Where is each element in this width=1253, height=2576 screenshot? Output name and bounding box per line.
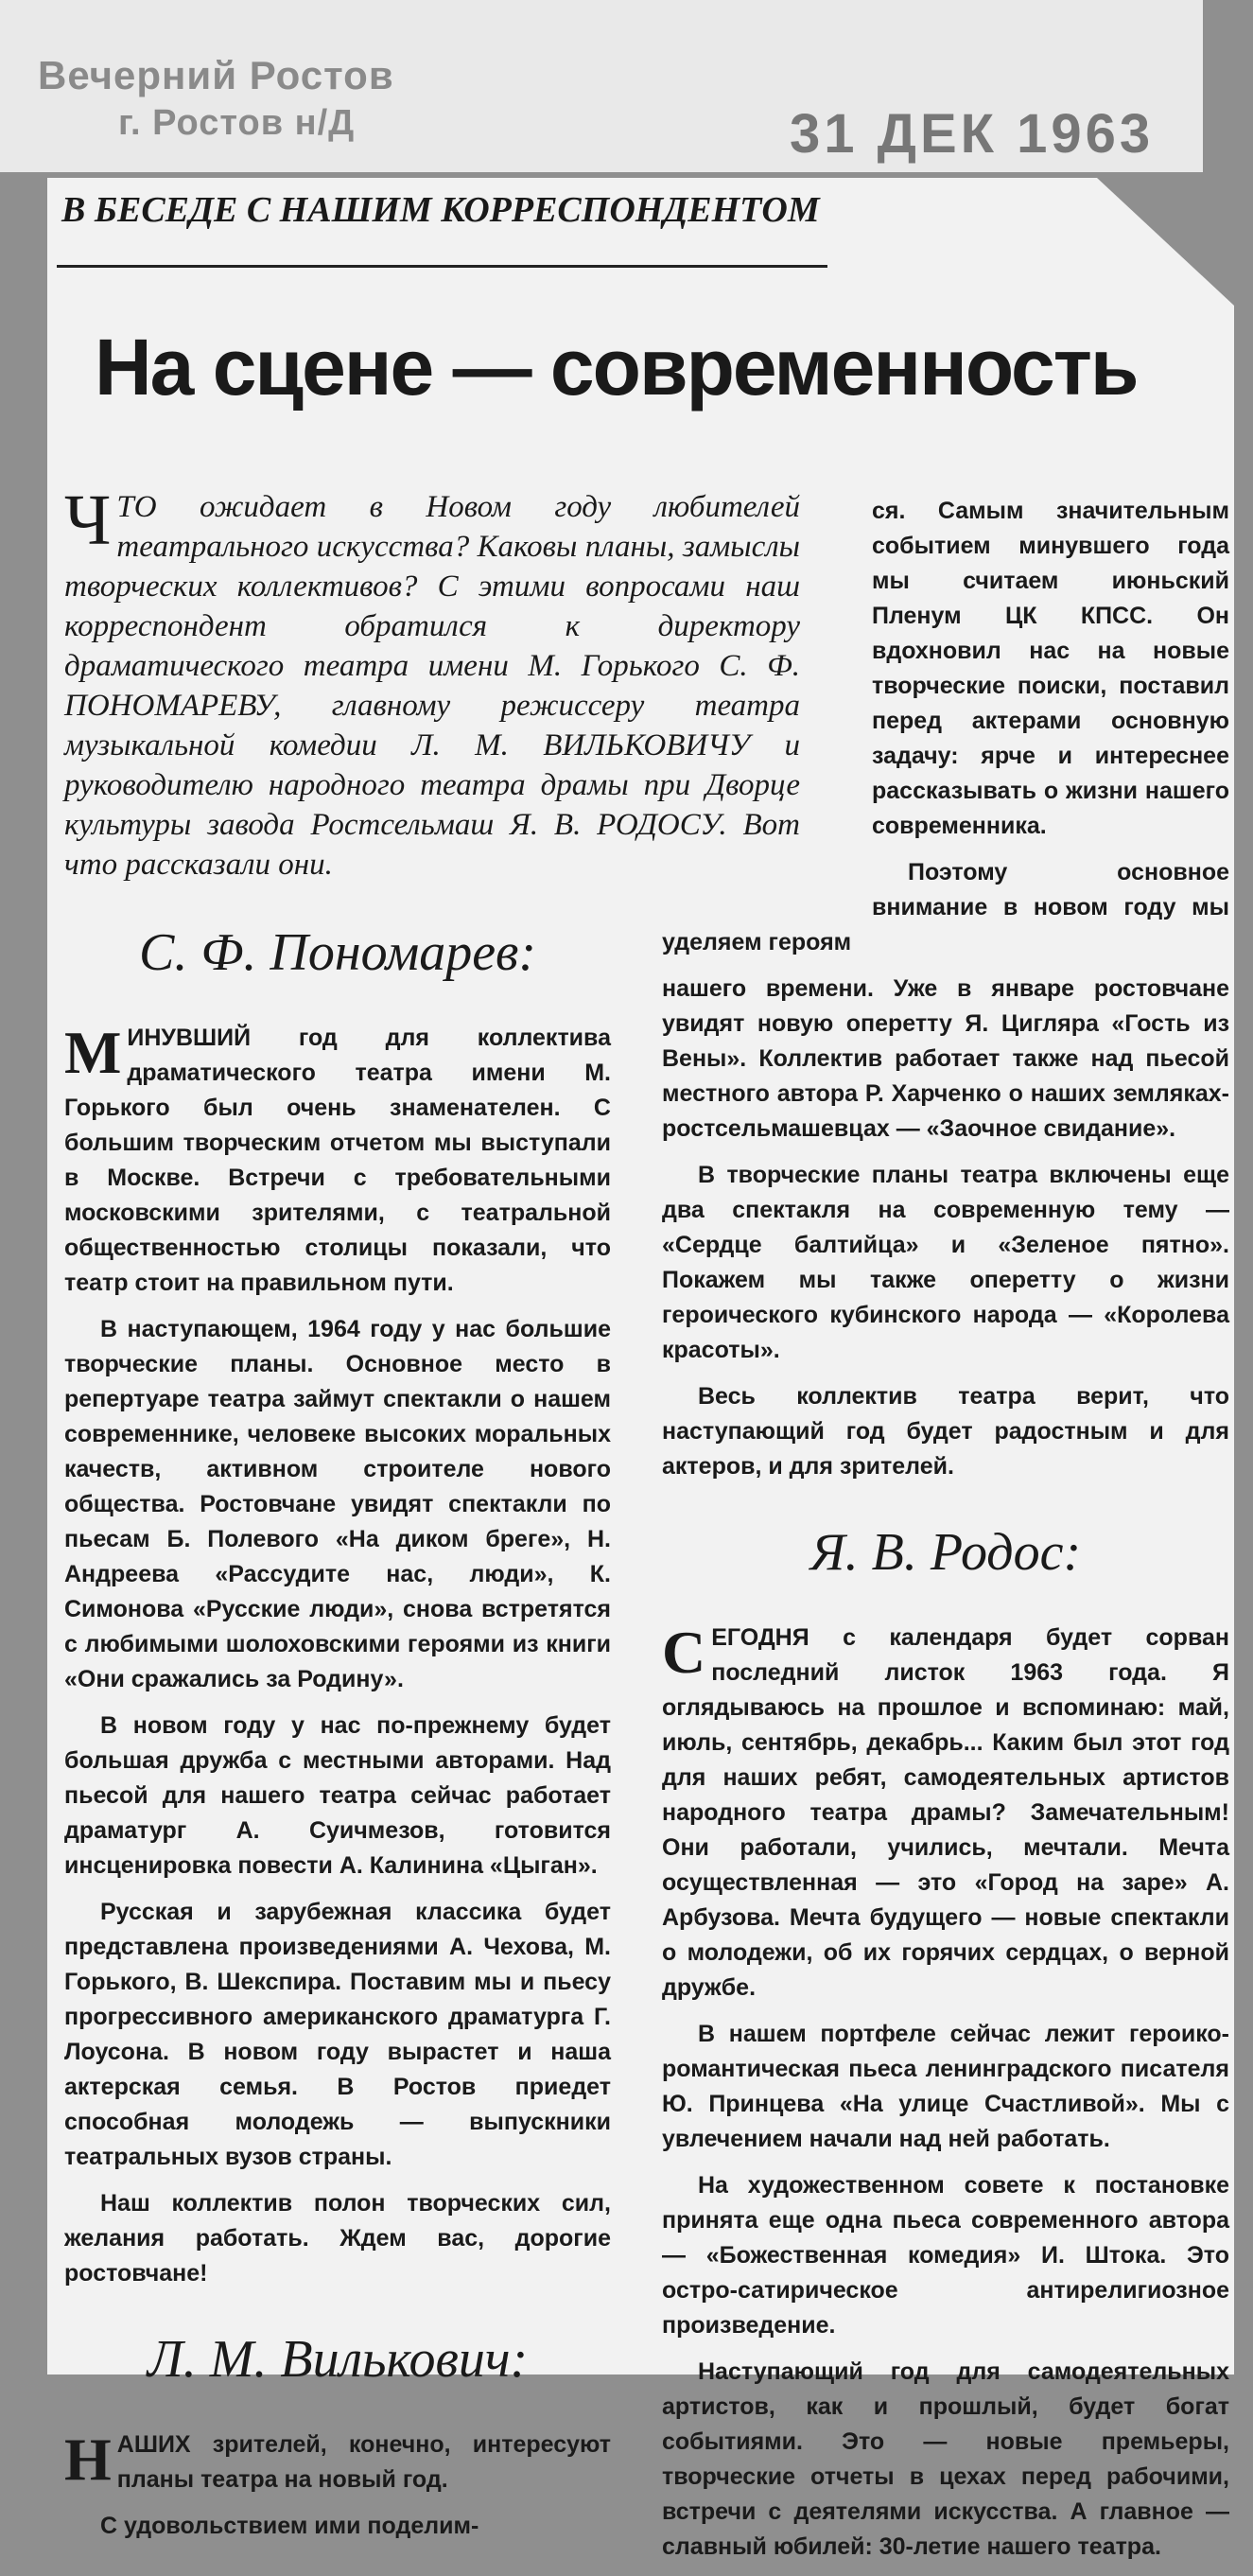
city: г. Ростов н/Д bbox=[118, 103, 356, 143]
speaker-heading: С. Ф. Пономарев: bbox=[138, 923, 537, 982]
speaker-heading: Л. М. Вилькович: bbox=[147, 2330, 529, 2389]
newspaper-name: Вечерний Ростов bbox=[38, 53, 394, 97]
paragraph: Поэтому основное внимание в новом году мы уделяем героям bbox=[662, 859, 1229, 955]
speaker-heading: Я. В. Родос: bbox=[809, 1523, 1082, 1582]
right-column bbox=[662, 494, 1229, 2576]
drop-cap: С bbox=[662, 1619, 706, 1686]
drop-cap: Н bbox=[64, 2426, 112, 2493]
paragraph: нашего времени. Уже в январе ростовчане увидят новую оперетту Я. Цигляра «Гость из Вены». Коллектив работает также над пьесой местного автора Р. Харченко о наших земляках-ростсельмашевцах — «Заочное свидание». bbox=[662, 975, 1229, 1142]
paragraph: В нашем портфеле сейчас лежит героико-романтическая пьеса ленинградского писателя Ю. Принцева «На улице Счастливой». Мы с увлечением начали над ней работать. bbox=[662, 2021, 1229, 2152]
paragraph: Русская и зарубежная классика будет представлена произведениями А. Чехова, М. Горького, В. Шекспира. Поставим мы и пьесу прогрессивного американского драматурга Г. Лоусона. В новом году вырастет и наша актерская семья. В Ростов приедет способная молодежь — выпускники театральных вузов страны. bbox=[64, 1899, 611, 2170]
paragraph bbox=[662, 1621, 1229, 2006]
headline: На сцене — современность bbox=[95, 323, 1138, 412]
paragraph: Наш коллектив полон творческих сил, желания работать. Ждем вас, дорогие ростовчане! bbox=[64, 2190, 611, 2287]
paragraph bbox=[64, 1021, 611, 1301]
paragraph: В наступающем, 1964 году у нас большие творческие планы. Основное место в репертуаре театра займут спектакли о нашем современнике, человеке высоких моральных качеств, активном строителе нового общества. Ростовчане увидят спектакли по пьесам Б. Полевого «На диком бреге», Н. Андреева «Рассудите нас, люди», К. Симонова «Русские люди», снова встретятся с любимыми шолоховскими героями из книги «Они сражались за Родину». bbox=[64, 1316, 611, 1692]
rubric: В БЕСЕДЕ С НАШИМ КОРРЕСПОНДЕНТОМ bbox=[61, 190, 820, 230]
drop-cap: М bbox=[64, 1019, 122, 1086]
lead-text: ТО ожидает в Новом году любителей театрального искусства? Каковы планы, замыслы творческих коллективов? С этими вопросами наш корреспондент обратился к директору драматического театра имени М. Горького С. Ф. ПОНОМАРЕВУ, главному режиссеру театра музыкальной комедии Л. М. ВИЛЬКОВИЧУ и руководителю народного театра драмы при Дворце культуры завода Ростсельмаш Я. В. РОДОСУ. Вот что рассказали они. bbox=[64, 490, 800, 882]
paragraph bbox=[64, 2427, 611, 2497]
paragraph: С удовольствием ими поделим- bbox=[100, 2513, 479, 2539]
paragraph-text: АШИХ зрителей, конечно, интересуют планы театра на новый год. bbox=[116, 2431, 611, 2493]
column-spacer bbox=[662, 494, 872, 896]
divider bbox=[57, 265, 827, 268]
paragraph: В творческие планы театра включены еще два спектакля на современную тему — «Сердце балтийца» и «Зеленое пятно». Покажем мы также оперетту о жизни героического кубинского народа — «Королева красоты». bbox=[662, 1162, 1229, 1363]
drop-cap: Ч bbox=[64, 481, 112, 560]
paragraph-text: ЕГОДНЯ с календаря будет сорван последний листок 1963 года. Я оглядываюсь на прошлое и вспоминаю: май, июль, сентябрь, декабрь... Каким был этот год для наших ребят, самодеятельных артистов народного театра драмы? Замечательным! Они работали, учились, мечтали. Мечта осуществленная — это «Город на заре» А. Арбузова. Мечта будущего — новые спектакли о молодежи, об их горячих сердцах, о верной дружбе. bbox=[662, 1624, 1229, 2001]
source-stamp bbox=[38, 52, 394, 147]
paragraph: В новом году у нас по-прежнему будет большая дружба с местными авторами. Над пьесой для нашего театра сейчас работает драматург А. Суичмезов, готовится инсценировка повести А. Калинина «Цыган». bbox=[64, 1712, 611, 1879]
paragraph: На художественном совете к постановке принята еще одна пьеса современного автора — «Божественная комедия» И. Штока. Это остро-сатирическое антирелигиозное произведение. bbox=[662, 2172, 1229, 2339]
paragraph: ся. Самым значительным событием минувшего года мы считаем июньский Пленум ЦК КПСС. Он вдохновил нас на новые творческие поиски, поставил перед актерами основную задачу: ярче и интереснее рассказывать о жизни нашего современника. bbox=[872, 498, 1229, 839]
paragraph-text: ИНУВШИЙ год для коллектива драматического театра имени М. Горького был очень знаменателен. С большим творческим отчетом мы выступали в Москве. Встречи с требовательными московскими зрителями, с театральной общественностью столицы показали, что театр стоит на правильном пути. bbox=[64, 1025, 611, 1296]
date-stamp: 31 ДЕК 1963 bbox=[790, 103, 1155, 165]
left-column bbox=[64, 481, 800, 2555]
paragraph: Весь коллектив театра верит, что наступающий год будет радостным и для актеров, и для зрителей. bbox=[662, 1383, 1229, 1480]
archive-label bbox=[0, 0, 1203, 172]
paragraph: Наступающий год для самодеятельных артистов, как и прошлый, будет богат событиями. Это — новые премьеры, творческие отчеты в цехах перед рабочими, встречи с деятелями искусства. А главное — славный юбилей: 30-летие нашего театра. bbox=[662, 2358, 1229, 2560]
